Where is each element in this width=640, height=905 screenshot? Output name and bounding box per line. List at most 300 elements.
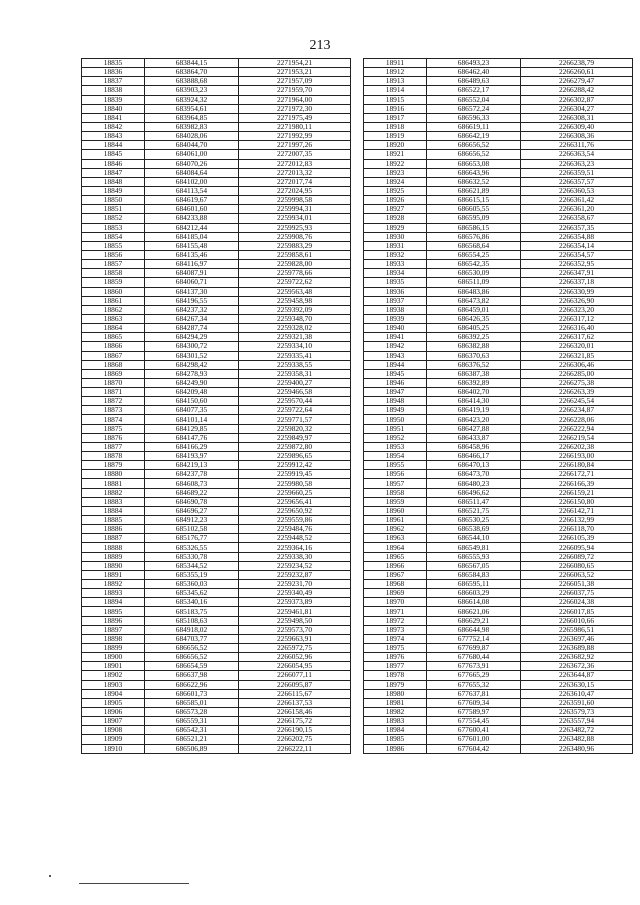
- table-row: [82, 397, 351, 406]
- y-coordinate-cell: 2266010,66: [521, 616, 633, 625]
- x-coordinate-cell: 677665,29: [427, 671, 521, 680]
- point-number-cell: 18845: [82, 150, 145, 159]
- table-row: [82, 177, 351, 186]
- point-number-cell: 18939: [364, 314, 427, 323]
- y-coordinate-cell: 2259358,31: [239, 369, 351, 378]
- table-row: [82, 662, 351, 671]
- y-coordinate-cell: 2266142,71: [521, 506, 633, 515]
- y-coordinate-cell: 2266202,75: [239, 735, 351, 744]
- y-coordinate-cell: 2259328,02: [239, 324, 351, 333]
- y-coordinate-cell: 2266326,90: [521, 296, 633, 305]
- y-coordinate-cell: 2272013,32: [239, 168, 351, 177]
- table-row: [364, 104, 633, 113]
- x-coordinate-cell: 686473,70: [427, 470, 521, 479]
- point-number-cell: 18846: [82, 159, 145, 168]
- y-coordinate-cell: 2266308,31: [521, 113, 633, 122]
- table-row: [364, 186, 633, 195]
- point-number-cell: 18855: [82, 241, 145, 250]
- point-number-cell: 18875: [82, 424, 145, 433]
- point-number-cell: 18947: [364, 388, 427, 397]
- table-row: [364, 671, 633, 680]
- y-coordinate-cell: 2259896,65: [239, 452, 351, 461]
- x-coordinate-cell: 683964,85: [145, 113, 239, 122]
- y-coordinate-cell: 2259348,70: [239, 314, 351, 323]
- x-coordinate-cell: 684237,78: [145, 470, 239, 479]
- point-number-cell: 18974: [364, 634, 427, 643]
- point-number-cell: 18926: [364, 196, 427, 205]
- point-number-cell: 18872: [82, 397, 145, 406]
- table-row: [82, 689, 351, 698]
- x-coordinate-cell: 686584,83: [427, 570, 521, 579]
- x-coordinate-cell: 684087,91: [145, 269, 239, 278]
- x-coordinate-cell: 677752,14: [427, 634, 521, 643]
- x-coordinate-cell: 686376,52: [427, 360, 521, 369]
- x-coordinate-cell: 677637,81: [427, 689, 521, 698]
- point-number-cell: 18851: [82, 205, 145, 214]
- table-row: [364, 324, 633, 333]
- x-coordinate-cell: 677699,87: [427, 644, 521, 653]
- table-row: [364, 351, 633, 360]
- y-coordinate-cell: 2259908,76: [239, 232, 351, 241]
- point-number-cell: 18895: [82, 607, 145, 616]
- x-coordinate-cell: 686596,33: [427, 113, 521, 122]
- y-coordinate-cell: 2266172,71: [521, 470, 633, 479]
- table-row: [82, 461, 351, 470]
- table-row: [82, 351, 351, 360]
- table-row: [82, 415, 351, 424]
- point-number-cell: 18869: [82, 369, 145, 378]
- y-coordinate-cell: 2259828,00: [239, 260, 351, 269]
- point-number-cell: 18965: [364, 552, 427, 561]
- y-coordinate-cell: 2266095,94: [521, 543, 633, 552]
- table-row: [82, 269, 351, 278]
- point-number-cell: 18849: [82, 186, 145, 195]
- table-row: [364, 525, 633, 534]
- y-coordinate-cell: 2266311,76: [521, 141, 633, 150]
- x-coordinate-cell: 686605,55: [427, 205, 521, 214]
- x-coordinate-cell: 686637,98: [145, 671, 239, 680]
- y-coordinate-cell: 2265986,51: [521, 625, 633, 634]
- x-coordinate-cell: 683864,70: [145, 68, 239, 77]
- y-coordinate-cell: 2259858,61: [239, 250, 351, 259]
- table-row: [82, 59, 351, 68]
- table-row: [364, 653, 633, 662]
- point-number-cell: 18913: [364, 77, 427, 86]
- point-number-cell: 18930: [364, 232, 427, 241]
- x-coordinate-cell: 686414,30: [427, 397, 521, 406]
- table-row: [364, 397, 633, 406]
- table-row: [82, 452, 351, 461]
- x-coordinate-cell: 686586,15: [427, 223, 521, 232]
- y-coordinate-cell: 2259722,62: [239, 278, 351, 287]
- x-coordinate-cell: 686614,08: [427, 598, 521, 607]
- table-row: [82, 698, 351, 707]
- point-number-cell: 18891: [82, 570, 145, 579]
- y-coordinate-cell: 2259335,41: [239, 351, 351, 360]
- y-coordinate-cell: 2259232,87: [239, 570, 351, 579]
- y-coordinate-cell: 2259650,92: [239, 506, 351, 515]
- point-number-cell: 18921: [364, 150, 427, 159]
- x-coordinate-cell: 684249,90: [145, 378, 239, 387]
- y-coordinate-cell: 2266159,21: [521, 488, 633, 497]
- x-coordinate-cell: 683903,23: [145, 86, 239, 95]
- point-number-cell: 18878: [82, 452, 145, 461]
- table-row: [364, 717, 633, 726]
- x-coordinate-cell: 686542,31: [145, 726, 239, 735]
- x-coordinate-cell: 685344,52: [145, 561, 239, 570]
- y-coordinate-cell: 2266260,61: [521, 68, 633, 77]
- table-row: [82, 580, 351, 589]
- table-row: [82, 196, 351, 205]
- point-number-cell: 18966: [364, 561, 427, 570]
- point-number-cell: 18884: [82, 506, 145, 515]
- table-row: [82, 369, 351, 378]
- table-row: [82, 232, 351, 241]
- x-coordinate-cell: 686530,25: [427, 516, 521, 525]
- table-row: [364, 698, 633, 707]
- point-number-cell: 18915: [364, 95, 427, 104]
- y-coordinate-cell: 2266063,52: [521, 570, 633, 579]
- point-number-cell: 18902: [82, 671, 145, 680]
- y-coordinate-cell: 2263480,96: [521, 744, 633, 753]
- y-coordinate-cell: 2266347,91: [521, 269, 633, 278]
- x-coordinate-cell: 684918,02: [145, 625, 239, 634]
- point-number-cell: 18841: [82, 113, 145, 122]
- table-row: [364, 561, 633, 570]
- point-number-cell: 18969: [364, 589, 427, 598]
- table-row: [364, 689, 633, 698]
- x-coordinate-cell: 684084,64: [145, 168, 239, 177]
- point-number-cell: 18946: [364, 378, 427, 387]
- y-coordinate-cell: 2266316,40: [521, 324, 633, 333]
- y-coordinate-cell: 2259338,30: [239, 552, 351, 561]
- table-row: [364, 735, 633, 744]
- x-coordinate-cell: 686643,96: [427, 168, 521, 177]
- y-coordinate-cell: 2263630,15: [521, 680, 633, 689]
- y-coordinate-cell: 2266363,54: [521, 150, 633, 159]
- x-coordinate-cell: 684135,46: [145, 250, 239, 259]
- y-coordinate-cell: 2259321,38: [239, 333, 351, 342]
- x-coordinate-cell: 684077,35: [145, 406, 239, 415]
- point-number-cell: 18953: [364, 442, 427, 451]
- point-number-cell: 18933: [364, 260, 427, 269]
- table-row: [82, 223, 351, 232]
- point-number-cell: 18958: [364, 488, 427, 497]
- y-coordinate-cell: 2259484,76: [239, 525, 351, 534]
- y-coordinate-cell: 2266219,54: [521, 433, 633, 442]
- y-coordinate-cell: 2259559,86: [239, 516, 351, 525]
- x-coordinate-cell: 686483,86: [427, 287, 521, 296]
- x-coordinate-cell: 684267,34: [145, 314, 239, 323]
- table-row: [364, 168, 633, 177]
- y-coordinate-cell: 2266357,57: [521, 177, 633, 186]
- table-row: [82, 424, 351, 433]
- point-number-cell: 18916: [364, 104, 427, 113]
- point-number-cell: 18952: [364, 433, 427, 442]
- y-coordinate-cell: 2272017,74: [239, 177, 351, 186]
- table-row: [364, 196, 633, 205]
- point-number-cell: 18854: [82, 232, 145, 241]
- y-coordinate-cell: 2266118,70: [521, 525, 633, 534]
- y-coordinate-cell: 2259872,80: [239, 442, 351, 451]
- x-coordinate-cell: 684193,97: [145, 452, 239, 461]
- table-row: [82, 104, 351, 113]
- point-number-cell: 18874: [82, 415, 145, 424]
- x-coordinate-cell: 684060,71: [145, 278, 239, 287]
- y-coordinate-cell: 2259234,52: [239, 561, 351, 570]
- y-coordinate-cell: 2266288,42: [521, 86, 633, 95]
- table-row: [82, 141, 351, 150]
- table-row: [82, 506, 351, 515]
- x-coordinate-cell: 684619,67: [145, 196, 239, 205]
- y-coordinate-cell: 2266323,20: [521, 305, 633, 314]
- table-row: [364, 406, 633, 415]
- x-coordinate-cell: 686642,19: [427, 132, 521, 141]
- y-coordinate-cell: 2266175,72: [239, 717, 351, 726]
- y-coordinate-cell: 2259498,50: [239, 616, 351, 625]
- table-row: [82, 671, 351, 680]
- y-coordinate-cell: 2266024,38: [521, 598, 633, 607]
- table-row: [364, 150, 633, 159]
- x-coordinate-cell: 686405,25: [427, 324, 521, 333]
- table-row: [364, 744, 633, 753]
- x-coordinate-cell: 686542,35: [427, 260, 521, 269]
- y-coordinate-cell: 2266080,65: [521, 561, 633, 570]
- x-coordinate-cell: 686656,52: [145, 653, 239, 662]
- table-row: [82, 113, 351, 122]
- x-coordinate-cell: 684689,22: [145, 488, 239, 497]
- point-number-cell: 18871: [82, 388, 145, 397]
- table-row: [82, 324, 351, 333]
- y-coordinate-cell: 2266361,42: [521, 196, 633, 205]
- y-coordinate-cell: 2259400,27: [239, 378, 351, 387]
- x-coordinate-cell: 686619,11: [427, 122, 521, 131]
- y-coordinate-cell: 2266306,46: [521, 360, 633, 369]
- point-number-cell: 18912: [364, 68, 427, 77]
- y-coordinate-cell: 2263482,88: [521, 735, 633, 744]
- point-number-cell: 18949: [364, 406, 427, 415]
- point-number-cell: 18923: [364, 168, 427, 177]
- y-coordinate-cell: 2266275,38: [521, 378, 633, 387]
- table-row: [82, 406, 351, 415]
- y-coordinate-cell: 2266352,95: [521, 260, 633, 269]
- x-coordinate-cell: 684703,77: [145, 634, 239, 643]
- point-number-cell: 18844: [82, 141, 145, 150]
- x-coordinate-cell: 686601,73: [145, 689, 239, 698]
- point-number-cell: 18978: [364, 671, 427, 680]
- x-coordinate-cell: 684150,60: [145, 397, 239, 406]
- x-coordinate-cell: 686370,63: [427, 351, 521, 360]
- y-coordinate-cell: 2271959,70: [239, 86, 351, 95]
- x-coordinate-cell: 677601,00: [427, 735, 521, 744]
- table-row: [364, 250, 633, 259]
- x-coordinate-cell: 684044,70: [145, 141, 239, 150]
- point-number-cell: 18982: [364, 707, 427, 716]
- x-coordinate-cell: 686426,35: [427, 314, 521, 323]
- y-coordinate-cell: 2266245,54: [521, 397, 633, 406]
- table-row: [364, 205, 633, 214]
- x-coordinate-cell: 686549,81: [427, 543, 521, 552]
- x-coordinate-cell: 686559,31: [145, 717, 239, 726]
- y-coordinate-cell: 2266089,72: [521, 552, 633, 561]
- x-coordinate-cell: 686568,64: [427, 241, 521, 250]
- y-coordinate-cell: 2266358,67: [521, 214, 633, 223]
- table-row: [364, 516, 633, 525]
- table-row: [364, 543, 633, 552]
- x-coordinate-cell: 684219,13: [145, 461, 239, 470]
- y-coordinate-cell: 2271964,00: [239, 95, 351, 104]
- table-row: [82, 497, 351, 506]
- y-coordinate-cell: 2259919,45: [239, 470, 351, 479]
- y-coordinate-cell: 2266105,39: [521, 534, 633, 543]
- point-number-cell: 18971: [364, 607, 427, 616]
- table-row: [82, 95, 351, 104]
- point-number-cell: 18905: [82, 698, 145, 707]
- table-row: [82, 378, 351, 387]
- table-row: [364, 287, 633, 296]
- table-row: [364, 305, 633, 314]
- x-coordinate-cell: 686555,93: [427, 552, 521, 561]
- point-number-cell: 18954: [364, 452, 427, 461]
- x-coordinate-cell: 684298,42: [145, 360, 239, 369]
- margin-mark: [49, 875, 51, 877]
- y-coordinate-cell: 2266330,99: [521, 287, 633, 296]
- x-coordinate-cell: 686572,24: [427, 104, 521, 113]
- table-row: [82, 479, 351, 488]
- y-coordinate-cell: 2259364,16: [239, 543, 351, 552]
- x-coordinate-cell: 686595,11: [427, 580, 521, 589]
- point-number-cell: 18852: [82, 214, 145, 223]
- x-coordinate-cell: 684166,29: [145, 442, 239, 451]
- x-coordinate-cell: 685330,78: [145, 552, 239, 561]
- table-row: [364, 141, 633, 150]
- page-number: 213: [309, 38, 331, 53]
- x-coordinate-cell: 686622,96: [145, 680, 239, 689]
- table-row: [364, 223, 633, 232]
- point-number-cell: 18955: [364, 461, 427, 470]
- point-number-cell: 18970: [364, 598, 427, 607]
- x-coordinate-cell: 686632,52: [427, 177, 521, 186]
- x-coordinate-cell: 684061,00: [145, 150, 239, 159]
- point-number-cell: 18889: [82, 552, 145, 561]
- x-coordinate-cell: 684301,52: [145, 351, 239, 360]
- x-coordinate-cell: 685345,62: [145, 589, 239, 598]
- x-coordinate-cell: 684028,06: [145, 132, 239, 141]
- point-number-cell: 18973: [364, 625, 427, 634]
- table-row: [364, 296, 633, 305]
- x-coordinate-cell: 685355,19: [145, 570, 239, 579]
- x-coordinate-cell: 686585,01: [145, 698, 239, 707]
- y-coordinate-cell: 2266360,53: [521, 186, 633, 195]
- table-row: [364, 59, 633, 68]
- y-coordinate-cell: 2266095,87: [239, 680, 351, 689]
- table-row: [364, 241, 633, 250]
- point-number-cell: 18877: [82, 442, 145, 451]
- x-coordinate-cell: 677600,41: [427, 726, 521, 735]
- table-row: [82, 653, 351, 662]
- table-row: [364, 388, 633, 397]
- y-coordinate-cell: 2266037,75: [521, 589, 633, 598]
- point-number-cell: 18864: [82, 324, 145, 333]
- point-number-cell: 18941: [364, 333, 427, 342]
- y-coordinate-cell: 2259883,29: [239, 241, 351, 250]
- point-number-cell: 18898: [82, 634, 145, 643]
- table-row: [364, 122, 633, 131]
- table-row: [364, 95, 633, 104]
- x-coordinate-cell: 686621,89: [427, 186, 521, 195]
- y-coordinate-cell: 2271975,49: [239, 113, 351, 122]
- x-coordinate-cell: 686423,20: [427, 415, 521, 424]
- table-row: [364, 607, 633, 616]
- point-number-cell: 18848: [82, 177, 145, 186]
- table-row: [364, 644, 633, 653]
- table-row: [364, 497, 633, 506]
- y-coordinate-cell: 2266234,87: [521, 406, 633, 415]
- table-row: [364, 113, 633, 122]
- x-coordinate-cell: 686629,21: [427, 616, 521, 625]
- table-row: [82, 442, 351, 451]
- y-coordinate-cell: 2266222,11: [239, 744, 351, 753]
- point-number-cell: 18976: [364, 653, 427, 662]
- table-row: [82, 360, 351, 369]
- y-coordinate-cell: 2266263,39: [521, 388, 633, 397]
- y-coordinate-cell: 2266317,62: [521, 333, 633, 342]
- y-coordinate-cell: 2266115,67: [239, 689, 351, 698]
- x-coordinate-cell: 686462,40: [427, 68, 521, 77]
- point-number-cell: 18979: [364, 680, 427, 689]
- point-number-cell: 18863: [82, 314, 145, 323]
- point-number-cell: 18968: [364, 580, 427, 589]
- x-coordinate-cell: 686554,25: [427, 250, 521, 259]
- y-coordinate-cell: 2259925,93: [239, 223, 351, 232]
- table-row: [364, 333, 633, 342]
- table-row: [82, 534, 351, 543]
- x-coordinate-cell: 686552,04: [427, 95, 521, 104]
- y-coordinate-cell: 2259656,41: [239, 497, 351, 506]
- x-coordinate-cell: 684102,00: [145, 177, 239, 186]
- x-coordinate-cell: 684237,32: [145, 305, 239, 314]
- point-number-cell: 18899: [82, 644, 145, 653]
- point-number-cell: 18847: [82, 168, 145, 177]
- point-number-cell: 18901: [82, 662, 145, 671]
- point-number-cell: 18904: [82, 689, 145, 698]
- x-coordinate-cell: 686458,96: [427, 442, 521, 451]
- point-number-cell: 18986: [364, 744, 427, 753]
- table-row: [364, 342, 633, 351]
- point-number-cell: 18911: [364, 59, 427, 68]
- x-coordinate-cell: 686470,13: [427, 461, 521, 470]
- point-number-cell: 18983: [364, 717, 427, 726]
- point-number-cell: 18856: [82, 250, 145, 259]
- table-row: [364, 707, 633, 716]
- x-coordinate-cell: 685102,58: [145, 525, 239, 534]
- table-row: [82, 744, 351, 753]
- point-number-cell: 18929: [364, 223, 427, 232]
- x-coordinate-cell: 686511,09: [427, 278, 521, 287]
- x-coordinate-cell: 684287,74: [145, 324, 239, 333]
- point-number-cell: 18940: [364, 324, 427, 333]
- table-row: [82, 186, 351, 195]
- x-coordinate-cell: 686544,10: [427, 534, 521, 543]
- point-number-cell: 18937: [364, 296, 427, 305]
- table-row: [364, 132, 633, 141]
- coordinates-table-left: [81, 58, 351, 754]
- x-coordinate-cell: 686576,86: [427, 232, 521, 241]
- point-number-cell: 18934: [364, 269, 427, 278]
- y-coordinate-cell: 2266017,85: [521, 607, 633, 616]
- y-coordinate-cell: 2266304,27: [521, 104, 633, 113]
- x-coordinate-cell: 677655,32: [427, 680, 521, 689]
